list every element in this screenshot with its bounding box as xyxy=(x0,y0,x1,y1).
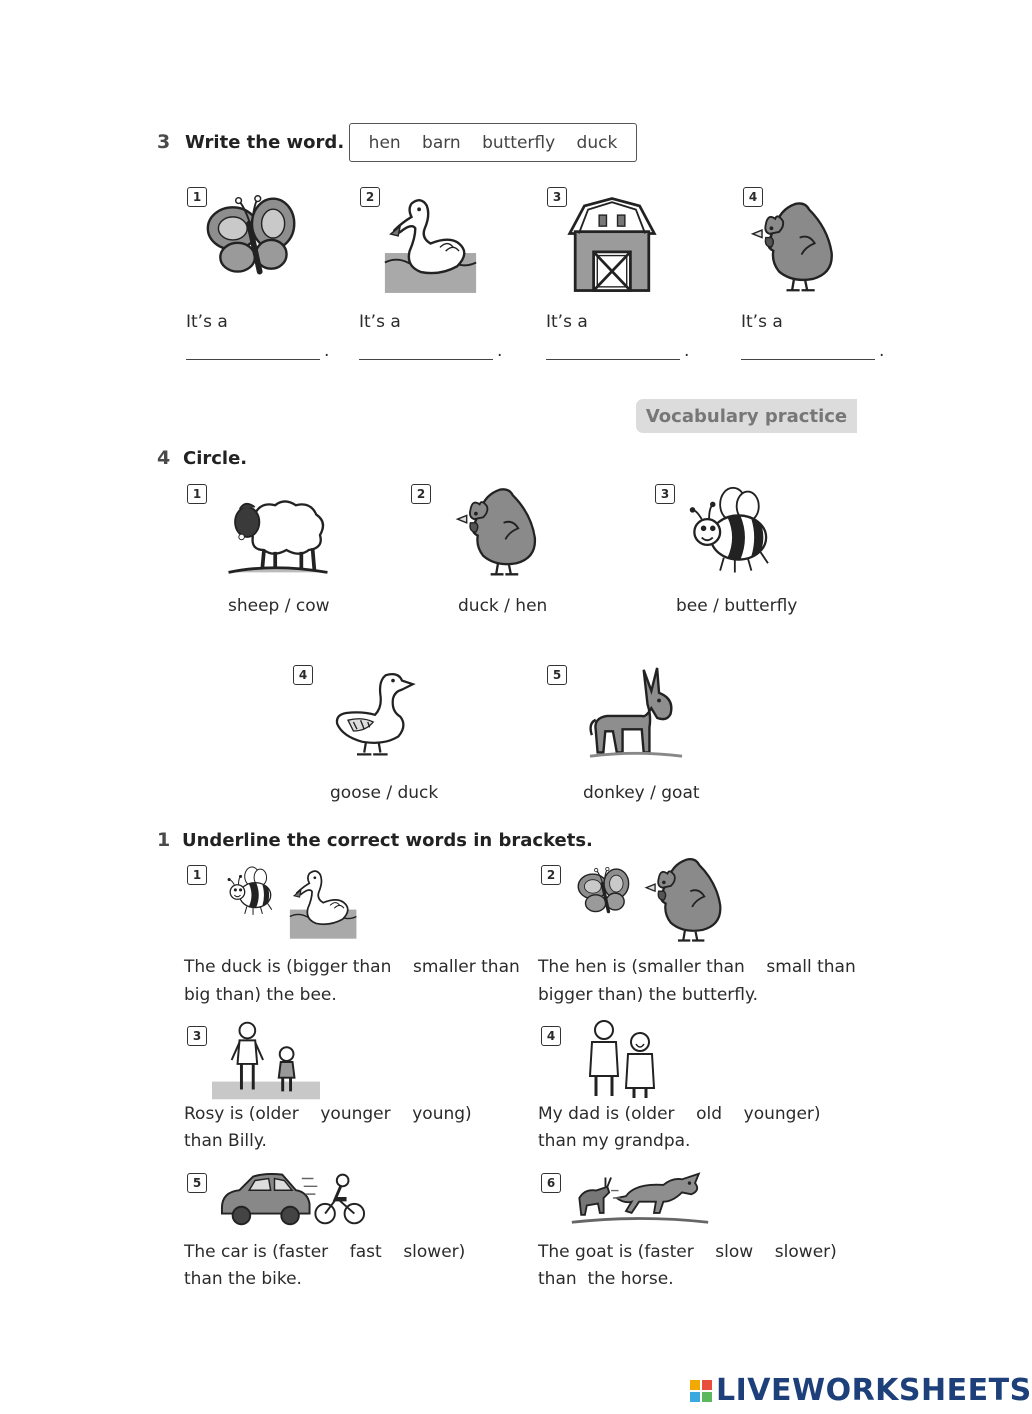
sentence-line[interactable]: big than) the bee. xyxy=(184,985,337,1005)
answer-blank[interactable]: . xyxy=(741,343,884,360)
word-bank xyxy=(349,123,637,162)
exercise-4-number: 4 xyxy=(157,447,171,469)
word-bank-item: hen xyxy=(368,132,401,153)
prompt-text: It’s a xyxy=(546,312,588,332)
item-number-box: 4 xyxy=(743,187,763,207)
exercise-1-number: 1 xyxy=(157,829,171,851)
item-number-box: 2 xyxy=(541,865,561,885)
sentence-line[interactable]: My dad is (older old younger) xyxy=(538,1104,821,1124)
item-number-box: 2 xyxy=(411,484,431,504)
answer-blank[interactable]: . xyxy=(546,343,689,360)
duck-icon xyxy=(290,860,366,946)
barn-icon xyxy=(566,193,658,297)
item-number-box: 4 xyxy=(293,665,313,685)
section-tab-vocabulary-practice: Vocabulary practice xyxy=(636,399,857,433)
sentence-line[interactable]: The hen is (smaller than small than xyxy=(538,957,856,977)
item-number-box: 5 xyxy=(187,1173,207,1193)
item-number-box: 1 xyxy=(187,865,207,885)
word-bank-item: duck xyxy=(576,132,618,153)
prompt-text: It’s a xyxy=(359,312,401,332)
exercise-3-number: 3 xyxy=(157,131,171,153)
butterfly-icon xyxy=(576,864,632,920)
sentence-line[interactable]: The car is (faster fast slower) xyxy=(184,1242,466,1262)
prompt-text: It’s a xyxy=(741,312,783,332)
liveworksheets-logo xyxy=(690,1373,1032,1408)
goose-icon xyxy=(330,664,420,762)
sentence-line[interactable]: than my grandpa. xyxy=(538,1131,691,1151)
exercise-1-title: Underline the correct words in brackets. xyxy=(182,830,593,851)
liveworksheets-logo-icon xyxy=(690,1380,712,1402)
word-bank-item: butterfly xyxy=(482,132,556,153)
choice-text[interactable]: bee / butterfly xyxy=(676,596,798,616)
sentence-line[interactable]: Rosy is (older younger young) xyxy=(184,1104,472,1124)
choice-text[interactable]: duck / hen xyxy=(458,596,548,616)
donkey-icon xyxy=(588,664,684,764)
bee-icon xyxy=(226,866,278,918)
hen-icon xyxy=(747,200,841,294)
sheep-icon xyxy=(222,494,334,578)
dad-and-grandpa-icon xyxy=(580,1018,664,1098)
butterfly-icon xyxy=(204,192,300,284)
choice-text[interactable]: goose / duck xyxy=(330,783,439,803)
duck-icon xyxy=(383,190,478,298)
item-number-box: 5 xyxy=(547,665,567,685)
item-number-box: 1 xyxy=(187,187,207,207)
hen-icon xyxy=(640,856,730,944)
sentence-line[interactable]: The duck is (bigger than smaller than xyxy=(184,957,520,977)
sentence-line[interactable]: than the bike. xyxy=(184,1269,302,1289)
item-number-box: 3 xyxy=(547,187,567,207)
girl-and-boy-icon xyxy=(212,1020,320,1100)
goat-and-horse-icon xyxy=(570,1166,710,1230)
hen-icon xyxy=(450,486,546,578)
sentence-line[interactable]: bigger than) the butterfly. xyxy=(538,985,759,1005)
answer-blank[interactable]: . xyxy=(186,343,329,360)
item-number-box: 4 xyxy=(541,1026,561,1046)
exercise-3-title: Write the word. xyxy=(185,132,345,153)
word-bank-item: barn xyxy=(422,132,461,153)
sentence-line[interactable]: The goat is (faster slow slower) xyxy=(538,1242,837,1262)
answer-blank[interactable]: . xyxy=(359,343,502,360)
exercise-4-title: Circle. xyxy=(183,448,248,469)
choice-text[interactable]: sheep / cow xyxy=(228,596,330,616)
item-number-box: 6 xyxy=(541,1173,561,1193)
choice-text[interactable]: donkey / goat xyxy=(583,783,700,803)
item-number-box: 3 xyxy=(187,1026,207,1046)
brand-text: LIVEWORKSHEETS xyxy=(716,1373,1032,1408)
bee-icon xyxy=(687,484,779,580)
sentence-line[interactable]: than the horse. xyxy=(538,1269,674,1289)
car-and-bike-icon xyxy=(220,1168,366,1228)
item-number-box: 2 xyxy=(360,187,380,207)
item-number-box: 3 xyxy=(655,484,675,504)
item-number-box: 1 xyxy=(187,484,207,504)
sentence-line[interactable]: than Billy. xyxy=(184,1131,267,1151)
prompt-text: It’s a xyxy=(186,312,228,332)
